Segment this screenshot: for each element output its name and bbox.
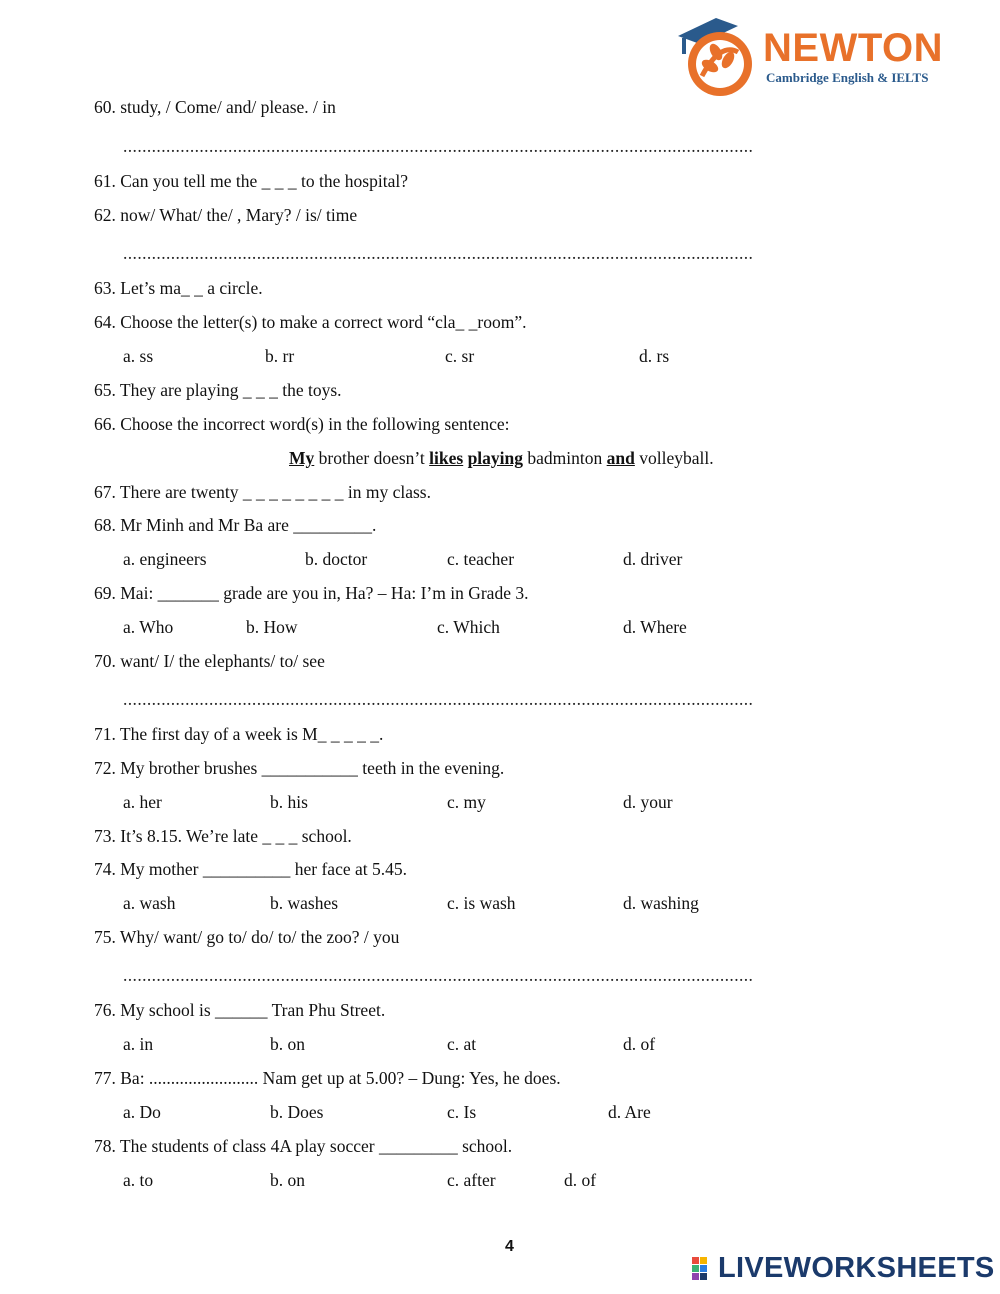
option[interactable]: a. in [123,1034,154,1054]
option[interactable]: d. driver [623,549,683,569]
liveworksheets-brand: LIVEWORKSHEETS [718,1252,995,1284]
underlined-word[interactable]: playing [467,448,524,468]
option[interactable]: a. wash [123,893,176,913]
page-number: 4 [505,1238,514,1255]
question-67: 67. There are twenty _ _ _ _ _ _ _ _ in my class. [94,482,431,502]
logo-subtitle: Cambridge English & IELTS [766,70,929,85]
question-65: 65. They are playing _ _ _ the toys. [94,380,342,400]
option[interactable]: c. sr [445,346,475,366]
option[interactable]: b. his [270,792,308,812]
underlined-word[interactable]: and [606,448,635,468]
answer-line[interactable]: .................................................................................................................................... [123,243,754,263]
answer-line[interactable]: .................................................................................................................................... [123,965,754,985]
option[interactable]: c. teacher [447,549,515,569]
question-66: 66. Choose the incorrect word(s) in the following sentence: [94,414,510,434]
question-68: 68. Mr Minh and Mr Ba are _________. [94,515,377,535]
underlined-word[interactable]: My [289,448,315,468]
option[interactable]: a. engineers [123,549,207,569]
question-64: 64. Choose the letter(s) to make a correct word “cla_ _room”. [94,312,527,332]
option[interactable]: b. Does [270,1102,324,1122]
option[interactable]: d. of [564,1170,597,1190]
option[interactable]: a. ss [123,346,154,366]
option[interactable]: b. How [246,617,298,637]
question-69: 69. Mai: _______ grade are you in, Ha? – Ha: I’m in Grade 3. [94,583,529,603]
option[interactable]: c. Which [437,617,500,637]
question-61: 61. Can you tell me the _ _ _ to the hospital? [94,171,408,191]
option[interactable]: b. washes [270,893,339,913]
question-74: 74. My mother __________ her face at 5.45. [94,859,407,879]
option[interactable]: a. Do [123,1102,161,1122]
option[interactable]: d. your [623,792,673,812]
question-78: 78. The students of class 4A play soccer _________ school. [94,1136,513,1156]
question-77: 77. Ba: ......................... Nam get up at 5.00? – Dung: Yes, he does. [94,1068,561,1088]
question-60: 60. study, / Come/ and/ please. / in [94,97,336,117]
question-62: 62. now/ What/ the/ , Mary? / is/ time [94,205,358,225]
liveworksheets-icon [692,1257,716,1281]
option[interactable]: a. Who [123,617,174,637]
question-76: 76. My school is ______ Tran Phu Street. [94,1000,386,1020]
question-66-sentence: My brother doesn’t likes playing badminton and volleyball. [289,448,714,468]
option[interactable]: d. Where [623,617,687,637]
option[interactable]: c. after [447,1170,496,1190]
option[interactable]: c. is wash [447,893,516,913]
option[interactable]: c. my [447,792,486,812]
option[interactable]: b. rr [265,346,295,366]
option[interactable]: d. rs [639,346,670,366]
answer-line[interactable]: .................................................................................................................................... [123,136,754,156]
question-71: 71. The first day of a week is M_ _ _ _ _. [94,724,384,744]
question-63: 63. Let’s ma_ _ a circle. [94,278,263,298]
option[interactable]: a. to [123,1170,154,1190]
option[interactable]: c. Is [447,1102,477,1122]
logo-title: NEWTON [763,26,944,70]
question-70: 70. want/ I/ the elephants/ to/ see [94,651,325,671]
option[interactable]: d. washing [623,893,699,913]
option[interactable]: c. at [447,1034,477,1054]
option[interactable]: b. doctor [305,549,368,569]
option[interactable]: d. Are [608,1102,651,1122]
question-75: 75. Why/ want/ go to/ do/ to/ the zoo? / you [94,927,400,947]
question-72: 72. My brother brushes ___________ teeth in the evening. [94,758,505,778]
answer-line[interactable]: .................................................................................................................................... [123,689,754,709]
question-73: 73. It’s 8.15. We’re late _ _ _ school. [94,826,352,846]
option[interactable]: b. on [270,1170,305,1190]
option[interactable]: a. her [123,792,162,812]
underlined-word[interactable]: likes [429,448,464,468]
option[interactable]: d. of [623,1034,656,1054]
option[interactable]: b. on [270,1034,305,1054]
